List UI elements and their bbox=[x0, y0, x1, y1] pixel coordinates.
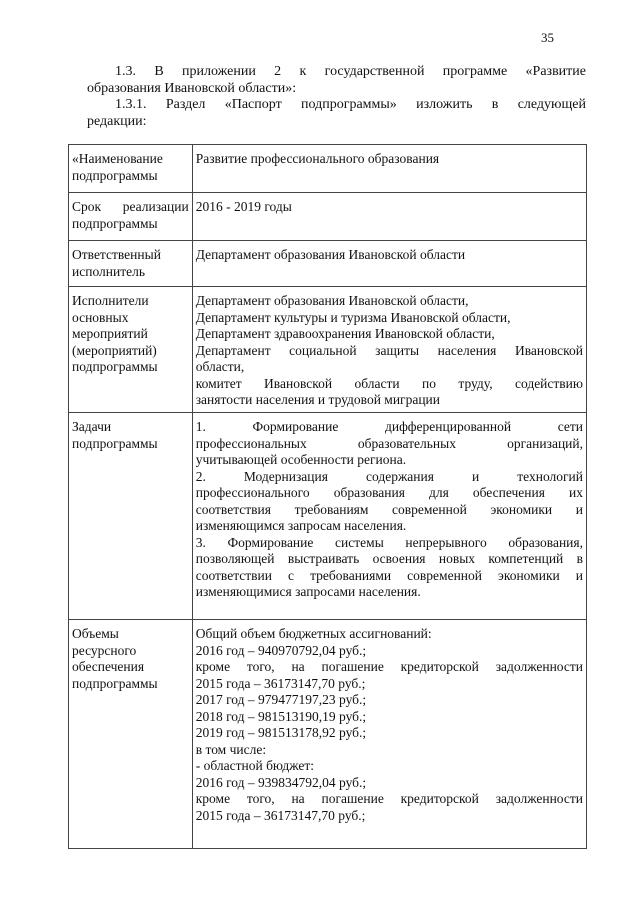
row-value-resources: Общий объем бюджетных ассигнований: 2016 год – 940970792,04 руб.; кроме того, на погашение кредиторской задолженности 2015 года – 36173147,70 руб.; 2017 год – 979477197,23 руб.; 2018 год – 981513190,19 руб.; 2019 год – 981513178,92 руб.; в том числе: - областной бюджет: 2016 год – 939834792,04 руб.; кроме того, на погашение кредиторской задолженности 2015 года – 36173147,70 руб.; bbox=[192, 620, 586, 849]
intro-text bbox=[87, 64, 586, 130]
row-label-executors: Исполнители основных мероприятий (мероприятий) подпрограммы bbox=[69, 287, 193, 413]
row-value-name: Развитие профессионального образования bbox=[192, 145, 586, 193]
row-value-responsible: Департамент образования Ивановской области bbox=[192, 241, 586, 287]
intro-paragraph-1-line-2: образования Ивановской области»: bbox=[87, 80, 297, 96]
row-label-resources: Объемы ресурсного обеспечения подпрограммы bbox=[69, 620, 193, 849]
row-label-responsible: Ответственный исполнитель bbox=[69, 241, 193, 287]
table-row bbox=[69, 620, 587, 849]
row-value-tasks: 1. Формирование дифференцированной сети профессиональных образовательных организаций, учитывающей особенности региона. 2. Модернизация содержания и технологий профессионального образования для обеспечения их соответствия требованиям современной экономики и изменяющимся запросам населения. 3. Формирование системы непрерывного образования, позволяющей выстраивать освоения новых компетенций в соответствии с требованиями современной экономики и изменяющимися запросами населения. bbox=[192, 413, 586, 620]
row-label-tasks: Задачи подпрограммы bbox=[69, 413, 193, 620]
table-row bbox=[69, 193, 587, 241]
table-row bbox=[69, 145, 587, 193]
row-label-name: «Наименование подпрограммы bbox=[69, 145, 193, 193]
table-row bbox=[69, 287, 587, 413]
subprogram-passport-table bbox=[68, 144, 587, 849]
page-number: 35 bbox=[541, 30, 554, 45]
row-label-period: Срок реализации подпрограммы bbox=[69, 193, 193, 241]
intro-paragraph-2-line-2: редакции: bbox=[87, 113, 147, 129]
table-row bbox=[69, 413, 587, 620]
intro-paragraph-2-line-1: 1.3.1. Раздел «Паспорт подпрограммы» изложить в следующей bbox=[115, 97, 586, 112]
table-row bbox=[69, 241, 587, 287]
row-value-period: 2016 - 2019 годы bbox=[192, 193, 586, 241]
row-value-executors: Департамент образования Ивановской области, Департамент культуры и туризма Ивановской области, Департамент здравоохранения Ивановской области, Департамент социальной защиты населения Ивановской области, комитет Ивановской области по труду, содействию занятости населения и трудовой миграции bbox=[192, 287, 586, 413]
intro-paragraph-1-line-1: 1.3. В приложении 2 к государственной программе «Развитие bbox=[115, 64, 586, 79]
